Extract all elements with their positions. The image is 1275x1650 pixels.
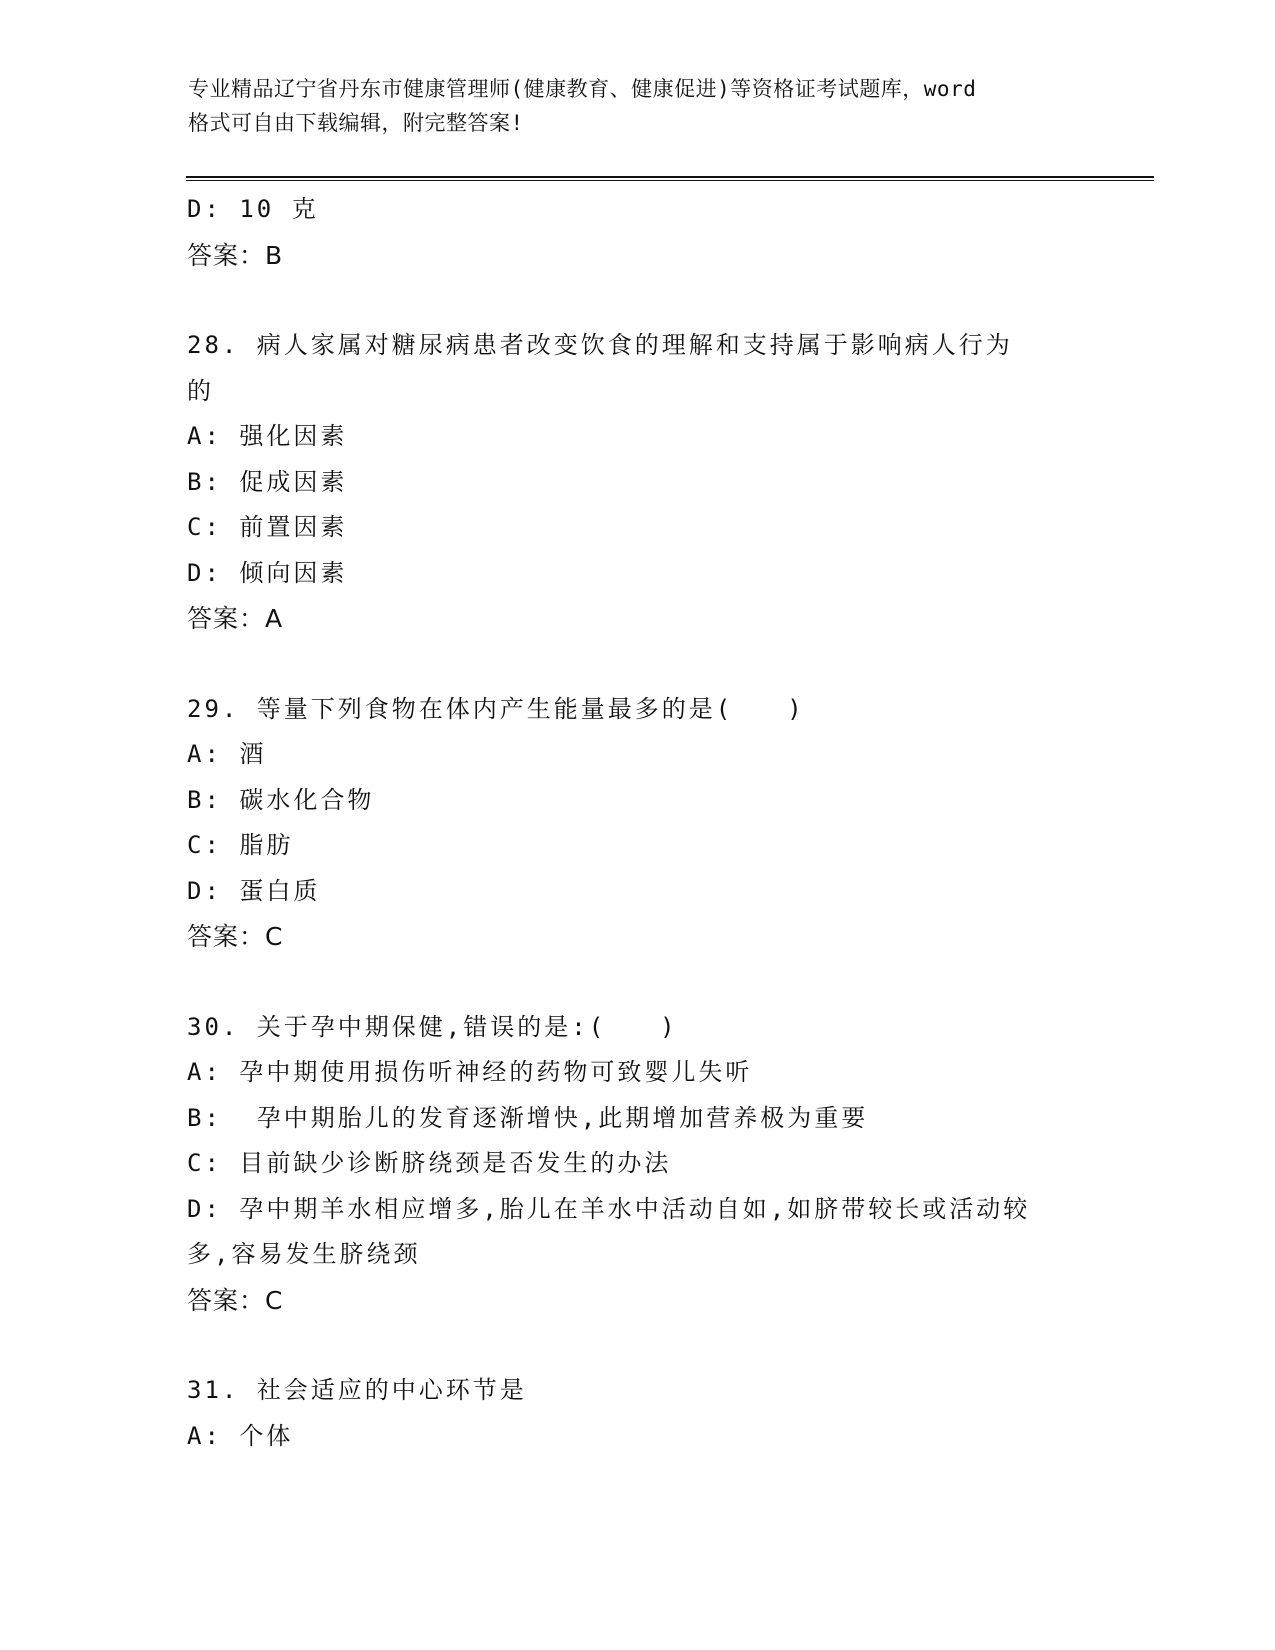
option-c: C: 目前缺少诊断脐绕颈是否发生的办法 bbox=[187, 1149, 672, 1177]
question-30 bbox=[187, 1005, 1087, 1324]
option-d-continued: 多,容易发生脐绕颈 bbox=[187, 1240, 421, 1268]
question-stem: 31. 社会适应的中心环节是 bbox=[187, 1376, 527, 1404]
option-a: A: 孕中期使用损伤听神经的药物可致婴儿失听 bbox=[187, 1058, 753, 1086]
page-header bbox=[188, 72, 1088, 140]
question-28 bbox=[187, 323, 1087, 642]
answer-line: 答案：C bbox=[187, 922, 284, 951]
question-stem: 30. 关于孕中期保健,错误的是:( ) bbox=[187, 1012, 678, 1041]
option-d: D: 蛋白质 bbox=[187, 876, 321, 905]
answer-line: 答案：C bbox=[187, 1285, 284, 1315]
answer-line: 答案：B bbox=[187, 240, 284, 270]
question-stem: 28. 病人家属对糖尿病患者改变饮食的理解和支持属于影响病人行为 bbox=[187, 331, 1013, 359]
header-line-1: 专业精品辽宁省丹东市健康管理师(健康教育、健康促进)等资格证考试题库，word bbox=[188, 77, 977, 101]
question-27-tail bbox=[187, 187, 1087, 278]
option-a: A: 个体 bbox=[187, 1421, 294, 1450]
option-d: D: 孕中期羊水相应增多,胎儿在羊水中活动自如,如脐带较长或活动较 bbox=[187, 1194, 1031, 1223]
option-c: C: 前置因素 bbox=[187, 513, 348, 541]
question-spacer bbox=[187, 278, 1087, 323]
option-b: B: 促成因素 bbox=[187, 467, 348, 496]
question-content bbox=[187, 187, 1087, 1459]
question-29 bbox=[187, 687, 1087, 960]
option-a: A: 酒 bbox=[187, 740, 267, 768]
option-c: C: 脂肪 bbox=[187, 831, 294, 859]
question-stem: 29. 等量下列食物在体内产生能量最多的是( ) bbox=[187, 694, 805, 723]
answer-line: 答案：A bbox=[187, 604, 284, 633]
question-31 bbox=[187, 1368, 1087, 1459]
question-spacer bbox=[187, 1323, 1087, 1368]
option-d: D: 倾向因素 bbox=[187, 558, 348, 587]
header-divider bbox=[186, 176, 1154, 181]
option-a: A: 强化因素 bbox=[187, 422, 348, 450]
option-d: D: 10 克 bbox=[187, 195, 319, 223]
question-spacer bbox=[187, 960, 1087, 1005]
header-line-2: 格式可自由下载编辑，附完整答案! bbox=[188, 111, 524, 135]
question-stem-continued: 的 bbox=[187, 376, 214, 405]
option-b: B: 碳水化合物 bbox=[187, 785, 375, 814]
question-spacer bbox=[187, 642, 1087, 687]
option-b: B: 孕中期胎儿的发育逐渐增快,此期增加营养极为重要 bbox=[187, 1103, 869, 1132]
